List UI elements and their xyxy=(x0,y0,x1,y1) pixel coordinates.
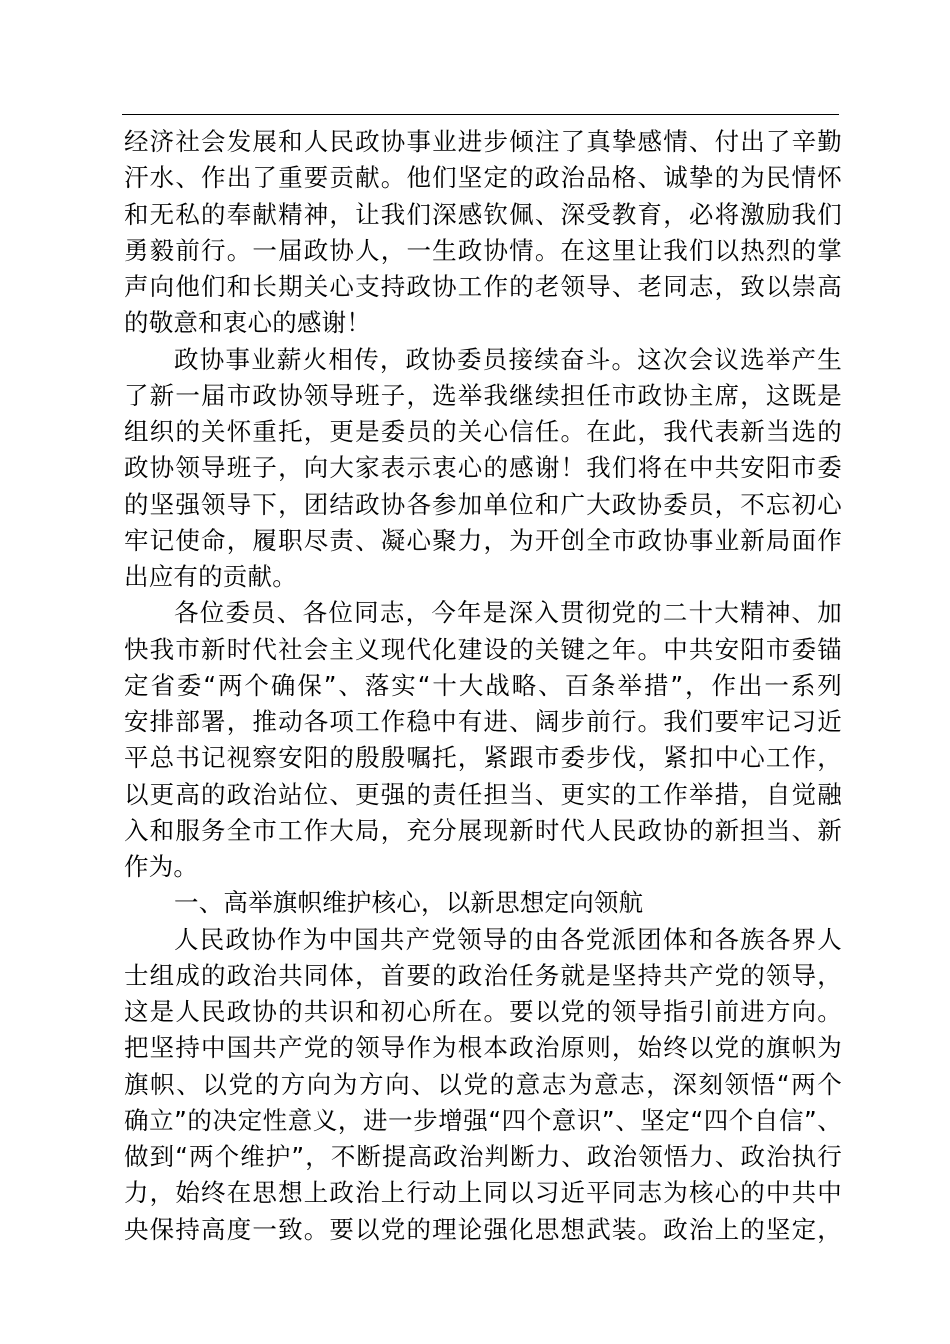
text-line: 出应有的贡献。 xyxy=(124,562,297,591)
text-line: 央保持高度一致。要以党的理论强化思想武装。政治上的坚定， xyxy=(124,1214,842,1244)
text-line: 做到“两个维护”，不断提高政治判断力、政治领悟力、政治执行 xyxy=(124,1142,842,1171)
text-line: 把坚持中国共产党的领导作为根本政治原则，始终以党的旗帜为 xyxy=(124,1033,842,1063)
text-line: 旗帜、以党的方向为方向、以党的意志为意志，深刻领悟“两个 xyxy=(124,1069,842,1099)
text-line: 快我市新时代社会主义现代化建设的关键之年。中共安阳市委锚 xyxy=(124,634,842,664)
text-line: 声向他们和长期关心支持政协工作的老领导、老同志，致以崇高 xyxy=(124,272,842,301)
text-line: 入和服务全市工作大局，充分展现新时代人民政协的新担当、新 xyxy=(124,815,842,845)
text-line: 安排部署，推动各项工作稳中有进、阔步前行。我们要牢记习近 xyxy=(124,707,842,736)
text-line: 政协领导班子，向大家表示衷心的感谢！我们将在中共安阳市委 xyxy=(124,453,842,483)
text-line: 了新一届市政协领导班子，选举我继续担任市政协主席，这既是 xyxy=(124,380,842,410)
text-line: 士组成的政治共同体，首要的政治任务就是坚持共产党的领导， xyxy=(124,960,842,990)
text-line: 汗水、作出了重要贡献。他们坚定的政治品格、诚挚的为民情怀 xyxy=(124,163,842,193)
text-line: 的坚强领导下，团结政协各参加单位和广大政协委员，不忘初心 xyxy=(124,489,842,519)
text-line: 的敬意和衷心的感谢！ xyxy=(124,308,371,338)
paragraph-first-line: 人民政协作为中国共产党领导的由各党派团体和各族各界人 xyxy=(174,924,842,954)
section-heading: 一、高举旗帜维护核心，以新思想定向领航 xyxy=(174,888,644,918)
paragraph-first-line: 政协事业薪火相传，政协委员接续奋斗。这次会议选举产生 xyxy=(174,344,842,374)
text-line: 确立”的决定性意义，进一步增强“四个意识”、坚定“四个自信”、 xyxy=(124,1105,842,1135)
text-line: 以更高的政治站位、更强的责任担当、更实的工作举措，自觉融 xyxy=(124,779,842,809)
text-line: 牢记使命，履职尽责、凝心聚力，为开创全市政协事业新局面作 xyxy=(124,525,842,555)
text-line: 这是人民政协的共识和初心所在。要以党的领导指引前进方向。 xyxy=(124,997,842,1026)
text-line: 经济社会发展和人民政协事业进步倾注了真挚感情、付出了辛勤 xyxy=(124,127,842,156)
paragraph-first-line: 各位委员、各位同志，今年是深入贯彻党的二十大精神、加 xyxy=(174,598,842,628)
header-rule xyxy=(122,114,839,115)
text-line: 作为。 xyxy=(124,852,199,881)
text-line: 力，始终在思想上政治上行动上同以习近平同志为核心的中共中 xyxy=(124,1178,842,1208)
text-line: 组织的关怀重托，更是委员的关心信任。在此，我代表新当选的 xyxy=(124,417,842,446)
text-line: 定省委“两个确保”、落实“十大战略、百条举措”，作出一系列 xyxy=(124,670,842,700)
body-text xyxy=(124,124,842,1248)
text-line: 勇毅前行。一届政协人，一生政协情。在这里让我们以热烈的掌 xyxy=(124,235,842,265)
text-line: 和无私的奉献精神，让我们深感钦佩、深受教育，必将激励我们 xyxy=(124,199,842,229)
text-line: 平总书记视察安阳的殷殷嘱托，紧跟市委步伐，紧扣中心工作， xyxy=(124,743,842,773)
